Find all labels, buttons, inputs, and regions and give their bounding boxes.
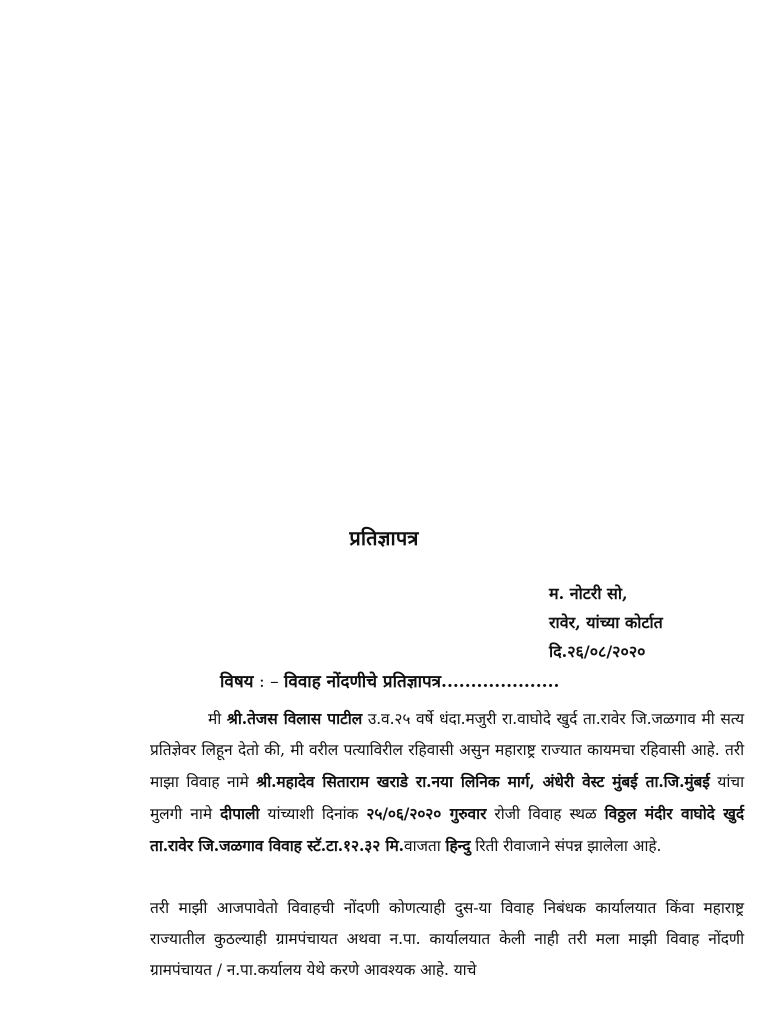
addressee-line-date: दि.२६/०८/२०२० <box>549 642 646 661</box>
subject-separator: : – <box>253 672 284 692</box>
subject-text: विवाह नोंदणीचे प्रतिज्ञापत्र.................... <box>284 672 560 692</box>
marriage-date: २५/०६/२०२० गुरुवार <box>366 804 487 823</box>
subject-line <box>220 669 559 692</box>
subject-label: विषय <box>220 672 254 692</box>
marriage-venue-time: विठ्ठल मंदीर वाघोदे खुर्द ता.रावेर जि.जळगाव विवाह स्टॅ.टा.१२.३२ मि. <box>150 804 745 855</box>
para1-text-4: यांच्याशी दिनांक <box>259 805 367 823</box>
para1-text-1: मी <box>208 710 227 728</box>
father-in-law-name-address: श्री.महादेव सिताराम खराडे रा.नया लिनिक मार्ग, अंधेरी वेस्ट मुंबई ता.जि.मुंबई <box>256 772 710 791</box>
addressee-line-notary: म. नोटरी सो, <box>549 584 628 603</box>
para1-text-3: यांचा मुलगी नामे <box>150 773 744 823</box>
bride-name: दीपाली <box>220 804 260 823</box>
marriage-custom: हिन्दु <box>445 836 471 855</box>
para1-text-2: उ.व.२५ वर्षे धंदा.मजुरी रा.वाघोदे खुर्द ता.रावेर जि.जळगाव मी सत्य प्रतिज्ञेवर लिहून देतो की, मी वरील पत्याविरील रहिवासी असुन महाराष्ट्र राज्यात कायमचा रहिवासी आहे. तरी माझा विवाह नामे <box>150 710 744 791</box>
para1-text-5: रोजी विवाह स्थळ <box>486 805 605 823</box>
declarant-name: श्री.तेजस विलास पाटील <box>226 709 363 728</box>
addressee-block <box>549 579 663 666</box>
paragraph-declaration <box>150 703 744 862</box>
addressee-line-court: रावेर, यांच्या कोर्टात <box>549 613 663 632</box>
document-title: प्रतिज्ञापत्र <box>349 526 419 550</box>
para1-text-6: वाजता <box>403 837 446 855</box>
para1-text-7: रिती रीवाजाने संपन्न झालेला आहे. <box>470 837 662 855</box>
paragraph-registration: तरी माझी आजपावेतो विवाहची नोंदणी कोणत्याही दुस-या विवाह निबंधक कार्यालयात किंवा महाराष्ट्र राज्यातील कुठल्याही ग्रामपंचायत अथवा न.पा. कार्यालयात केली नाही तरी मला माझी विवाह नोंदणी ग्रामपंचायत / न.पा.कर्यालय येथे करणे आवश्यक आहे. याचे <box>150 899 744 979</box>
